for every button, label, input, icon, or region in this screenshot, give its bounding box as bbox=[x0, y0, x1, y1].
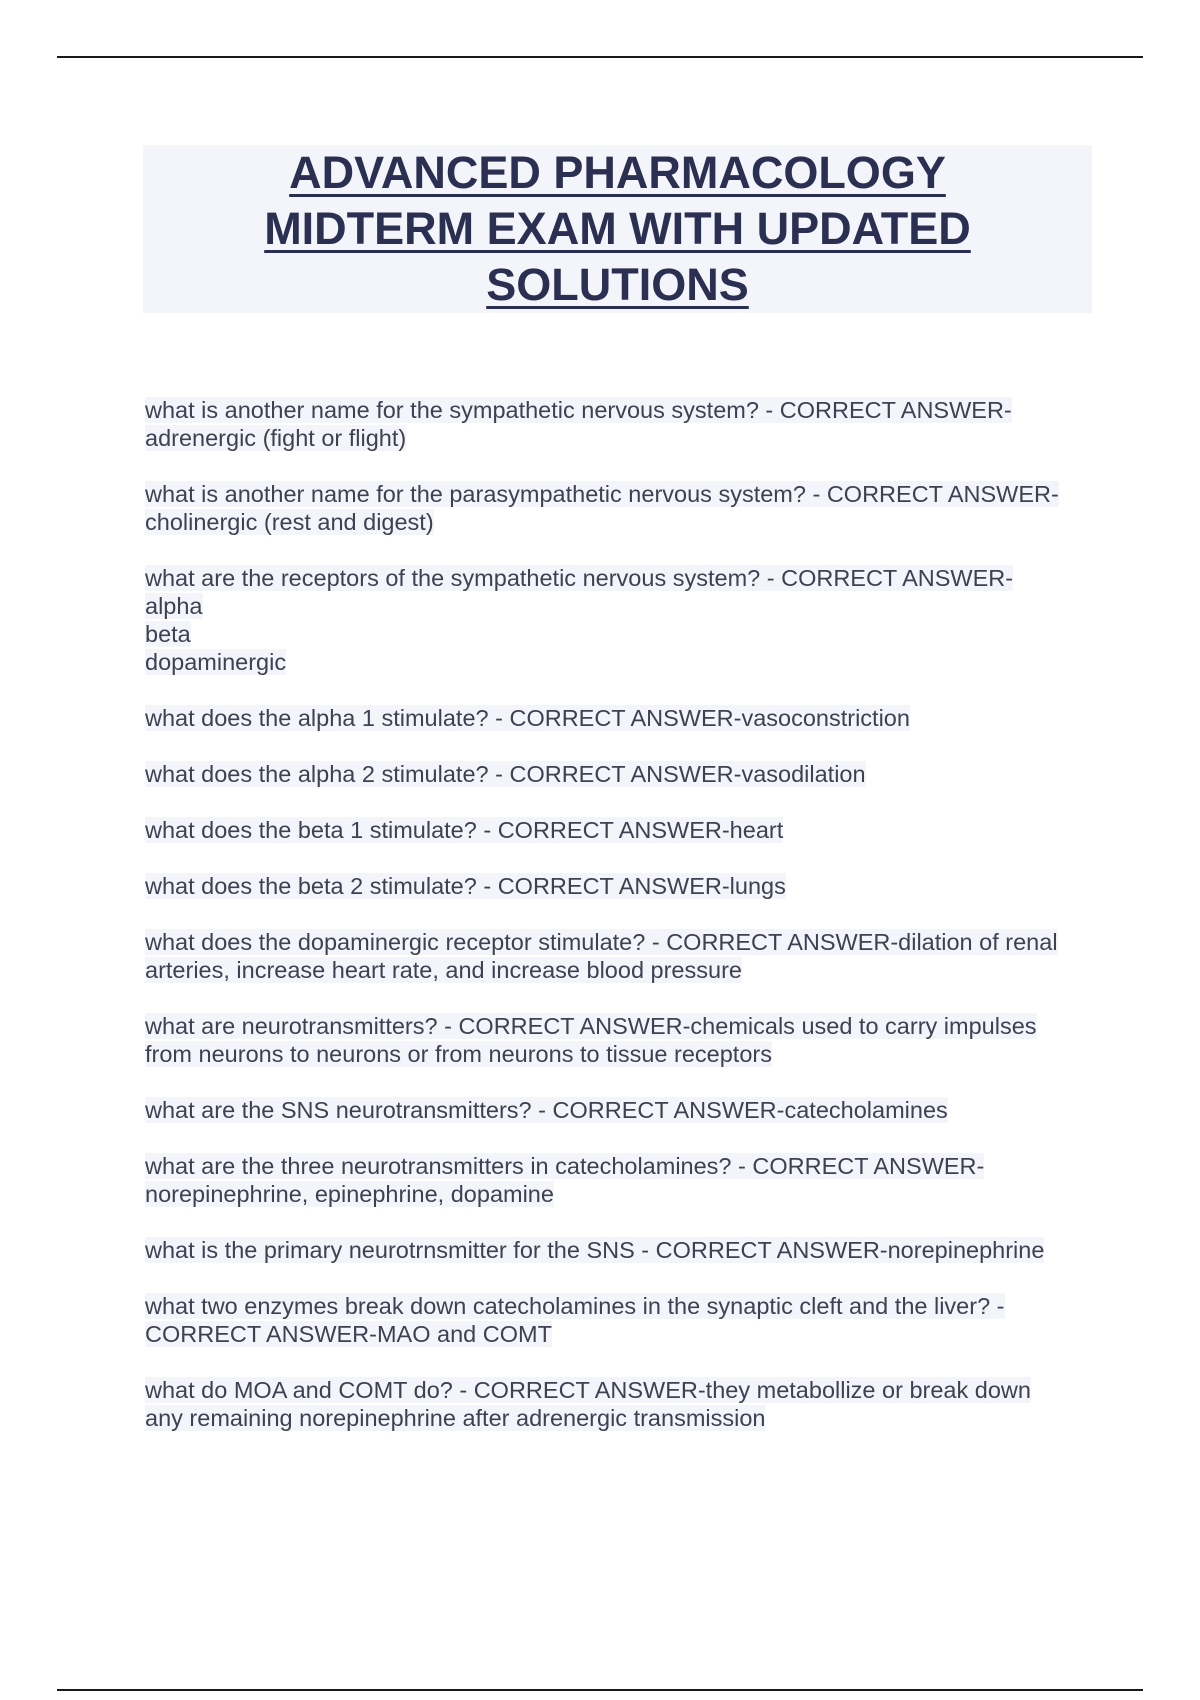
qa-item-text: what does the beta 2 stimulate? - CORRECT ANSWER-lungs bbox=[145, 873, 786, 899]
document-title: ADVANCED PHARMACOLOGY MIDTERM EXAM WITH UPDATED SOLUTIONS bbox=[264, 147, 971, 310]
title-band bbox=[143, 145, 1092, 313]
qa-item-text: what two enzymes break down catecholamines in the synaptic cleft and the liver? - CORRECT ANSWER-MAO and COMT bbox=[145, 1293, 1005, 1347]
qa-item bbox=[145, 396, 1095, 452]
qa-item bbox=[145, 704, 1095, 732]
qa-list bbox=[145, 396, 1095, 1460]
qa-item-text: what are the SNS neurotransmitters? - CORRECT ANSWER-catecholamines bbox=[145, 1097, 948, 1123]
top-rule bbox=[57, 56, 1143, 58]
qa-item bbox=[145, 1292, 1095, 1348]
qa-item bbox=[145, 1236, 1095, 1264]
qa-item-text: what is the primary neurotrnsmitter for the SNS - CORRECT ANSWER-norepinephrine bbox=[145, 1237, 1045, 1263]
qa-item-text: what are neurotransmitters? - CORRECT ANSWER-chemicals used to carry impulses from neurons to neurons or from neurons to tissue receptors bbox=[145, 1013, 1037, 1067]
qa-item-text: what do MOA and COMT do? - CORRECT ANSWER-they metabollize or break down any remaining norepinephrine after adrenergic transmission bbox=[145, 1377, 1031, 1431]
qa-item bbox=[145, 1376, 1095, 1432]
qa-item bbox=[145, 1012, 1095, 1068]
qa-item-text: what does the alpha 2 stimulate? - CORRECT ANSWER-vasodilation bbox=[145, 761, 866, 787]
qa-item bbox=[145, 480, 1095, 536]
qa-item bbox=[145, 1152, 1095, 1208]
qa-item-text: what are the three neurotransmitters in catecholamines? - CORRECT ANSWER- norepinephrine, epinephrine, dopamine bbox=[145, 1153, 985, 1207]
qa-item bbox=[145, 564, 1095, 676]
qa-item-text: what does the dopaminergic receptor stimulate? - CORRECT ANSWER-dilation of renal arteries, increase heart rate, and increase blood pressure bbox=[145, 929, 1058, 983]
qa-item bbox=[145, 1096, 1095, 1124]
qa-item-text: what are the receptors of the sympathetic nervous system? - CORRECT ANSWER- alpha beta dopaminergic bbox=[145, 565, 1014, 675]
qa-item-text: what does the alpha 1 stimulate? - CORRECT ANSWER-vasoconstriction bbox=[145, 705, 910, 731]
qa-item-text: what is another name for the sympathetic nervous system? - CORRECT ANSWER- adrenergic (fight or flight) bbox=[145, 397, 1012, 451]
qa-item bbox=[145, 872, 1095, 900]
qa-item-text: what does the beta 1 stimulate? - CORRECT ANSWER-heart bbox=[145, 817, 784, 843]
qa-item bbox=[145, 760, 1095, 788]
qa-item-text: what is another name for the parasympathetic nervous system? - CORRECT ANSWER- cholinergic (rest and digest) bbox=[145, 481, 1059, 535]
bottom-rule bbox=[57, 1689, 1143, 1691]
qa-item bbox=[145, 928, 1095, 984]
qa-item bbox=[145, 816, 1095, 844]
